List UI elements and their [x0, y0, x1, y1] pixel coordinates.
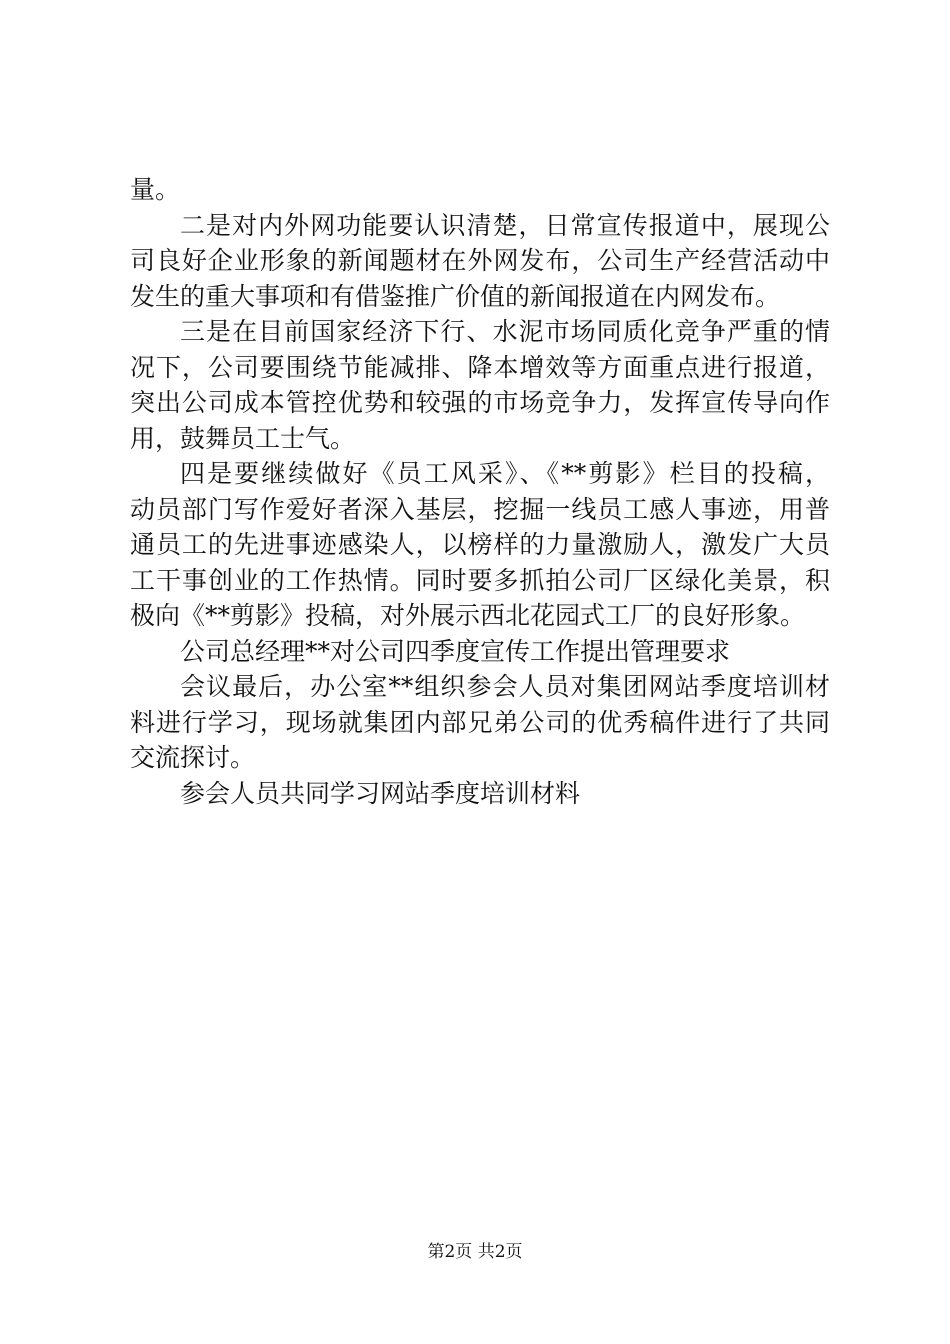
paragraph-line: 四是要继续做好《员工风采》、《**剪影》栏目的投稿， — [180, 459, 830, 488]
photo-caption: 公司总经理**对公司四季度宣传工作提出管理要求 — [180, 636, 731, 666]
photo-caption: 参会人员共同学习网站季度培训材料 — [180, 778, 581, 808]
paragraph-line: 发生的重大事项和有借鉴推广价值的新闻报道在内网发布。 — [130, 281, 781, 311]
paragraph-line: 用，鼓舞员工士气。 — [130, 423, 356, 453]
paragraph-line: 突出公司成本管控优势和较强的市场竞争力，发挥宣传导向作 — [130, 388, 830, 417]
paragraph-line: 三是在目前国家经济下行、水泥市场同质化竞争严重的情 — [180, 317, 830, 346]
paragraph-line: 动员部门写作爱好者深入基层，挖掘一线员工感人事迹，用普 — [130, 494, 830, 524]
paragraph-line: 料进行学习，现场就集团内部兄弟公司的优秀稿件进行了共同 — [130, 707, 830, 737]
page-number: 第2页 共2页 — [427, 1242, 523, 1262]
paragraph-line: 量。 — [130, 175, 181, 204]
paragraph-line: 会议最后，办公室**组织参会人员对集团网站季度培训材 — [180, 672, 830, 701]
paragraph-line: 二是对内外网功能要认识清楚，日常宣传报道中，展现公 — [180, 210, 830, 240]
paragraph-line: 极向《**剪影》投稿，对外展示西北花园式工厂的良好形象。 — [130, 601, 806, 630]
paragraph-line: 司良好企业形象的新闻题材在外网发布，公司生产经营活动中 — [130, 246, 830, 275]
paragraph-line: 况下，公司要围绕节能减排、降本增效等方面重点进行报道， — [130, 352, 830, 382]
paragraph-line: 工干事创业的工作热情。同时要多抓拍公司厂区绿化美景，积 — [130, 565, 830, 595]
paragraph-line: 交流探讨。 — [130, 743, 256, 772]
paragraph-line: 通员工的先进事迹感染人，以榜样的力量激励人，激发广大员 — [130, 530, 830, 559]
document-body — [130, 172, 830, 811]
